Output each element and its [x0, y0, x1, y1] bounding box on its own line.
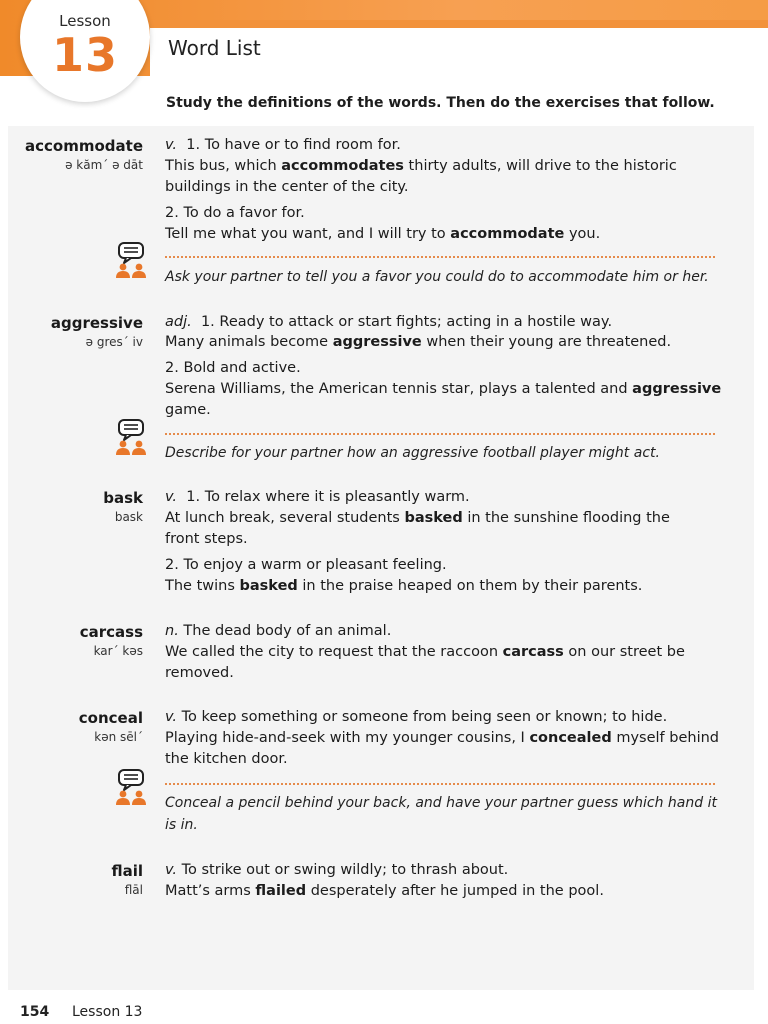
- partner-talk-icon: [112, 241, 150, 279]
- part-of-speech: v.: [165, 489, 178, 505]
- lesson-number: 13: [51, 28, 118, 82]
- definition-text: To strike out or swing wildly; to thrash about.: [181, 862, 509, 878]
- definition-1: [165, 707, 740, 728]
- speech-bubble-icon: [119, 243, 143, 263]
- definition-text: Ready to attack or start fights; acting in a hostile way.: [219, 314, 613, 330]
- example-text: myself behind: [611, 730, 720, 746]
- definition-1: [165, 860, 740, 881]
- sense-number: 1.: [186, 137, 201, 153]
- example-text: in the praise heaped on them by their parents.: [297, 578, 643, 594]
- definition-2: 2. To do a favor for.: [165, 205, 305, 221]
- partners-icon: [116, 791, 146, 805]
- sense-number: 1.: [186, 489, 201, 505]
- partner-prompt: Describe for your partner how an aggressive football player might act.: [165, 445, 660, 461]
- dotted-divider: [165, 783, 715, 785]
- example-text: thirty adults, will drive to the historic: [403, 158, 677, 174]
- part-of-speech: v.: [165, 709, 178, 725]
- definition-1: [165, 487, 740, 508]
- example-text: At lunch break, several students: [165, 510, 405, 526]
- speech-bubble-icon: [119, 420, 143, 440]
- example-text: Serena Williams, the American tennis star, plays a talented and: [165, 381, 633, 397]
- example-text: when their young are threatened.: [421, 334, 672, 350]
- example-text: The twins: [165, 578, 240, 594]
- definition-1: [165, 621, 740, 642]
- dotted-divider: [165, 256, 715, 258]
- part-of-speech: n.: [165, 623, 179, 639]
- example-1-cont: front steps.: [165, 531, 248, 547]
- example-keyword: aggressive: [632, 381, 722, 397]
- example-text: in the sunshine flooding the: [462, 510, 670, 526]
- example-2: [165, 576, 740, 597]
- pronunciation: flāl: [124, 883, 143, 897]
- example-1: [165, 156, 740, 177]
- example-2-cont: game.: [165, 402, 211, 418]
- example-text: you.: [564, 226, 601, 242]
- page-number: 154: [20, 1004, 50, 1020]
- headword: accommodate: [25, 137, 143, 155]
- example-keyword: concealed: [529, 730, 612, 746]
- page-title: Word List: [168, 36, 261, 60]
- headword: carcass: [79, 623, 143, 641]
- definition-1: [165, 135, 740, 156]
- partner-prompt: Ask your partner to tell you a favor you could do to accommodate him or her.: [165, 269, 709, 285]
- example-1: [165, 881, 740, 902]
- example-text: desperately after he jumped in the pool.: [306, 883, 604, 899]
- sense-number: 1.: [200, 314, 215, 330]
- example-2: [165, 379, 740, 400]
- part-of-speech: v.: [165, 137, 178, 153]
- example-1: [165, 642, 740, 663]
- example-1: [165, 332, 740, 353]
- partner-talk-icon: [112, 768, 150, 806]
- definition-text: To have or to find room for.: [204, 137, 401, 153]
- headword: flail: [111, 862, 143, 880]
- header-top-strip: [150, 20, 768, 28]
- example-text: Playing hide-and-seek with my younger cousins, I: [165, 730, 530, 746]
- speech-bubble-icon: [119, 770, 143, 790]
- example-keyword: accommodates: [281, 158, 404, 174]
- example-1-cont: removed.: [165, 665, 234, 681]
- partners-icon: [116, 264, 146, 278]
- definition-text: To keep something or someone from being seen or known; to hide.: [181, 709, 668, 725]
- lesson-badge: [20, 0, 150, 102]
- example-1-cont: the kitchen door.: [165, 751, 288, 767]
- pronunciation: ə gres´ iv: [85, 335, 143, 349]
- example-keyword: basked: [404, 510, 463, 526]
- definition-2: 2. Bold and active.: [165, 360, 301, 376]
- example-text: This bus, which: [165, 158, 282, 174]
- example-keyword: carcass: [502, 644, 564, 660]
- partners-icon: [116, 441, 146, 455]
- headword: conceal: [78, 709, 143, 727]
- pronunciation: kən sēl´: [94, 730, 143, 744]
- example-keyword: basked: [239, 578, 298, 594]
- example-1: [165, 508, 740, 529]
- example-2: [165, 224, 740, 245]
- headword: bask: [103, 489, 143, 507]
- example-keyword: accommodate: [450, 226, 565, 242]
- definition-2: 2. To enjoy a warm or pleasant feeling.: [165, 557, 447, 573]
- definition-text: To relax where it is pleasantly warm.: [204, 489, 470, 505]
- example-text: Tell me what you want, and I will try to: [165, 226, 451, 242]
- example-text: on our street be: [563, 644, 685, 660]
- example-1: [165, 728, 740, 749]
- partner-talk-icon: [112, 418, 150, 456]
- part-of-speech: v.: [165, 862, 178, 878]
- example-keyword: flailed: [255, 883, 307, 899]
- example-text: Many animals become: [165, 334, 333, 350]
- example-1-cont: buildings in the center of the city.: [165, 179, 409, 195]
- headword: aggressive: [50, 314, 143, 332]
- partner-prompt-cont: is in.: [165, 817, 198, 833]
- pronunciation: bask: [114, 510, 143, 524]
- footer-lesson: Lesson 13: [72, 1004, 143, 1020]
- example-text: We called the city to request that the raccoon: [165, 644, 503, 660]
- definition-1: [165, 312, 740, 333]
- part-of-speech: adj.: [165, 314, 192, 330]
- dotted-divider: [165, 433, 715, 435]
- partner-prompt: Conceal a pencil behind your back, and have your partner guess which hand it: [165, 795, 717, 811]
- definition-text: The dead body of an animal.: [183, 623, 392, 639]
- example-keyword: aggressive: [332, 334, 422, 350]
- pronunciation: ə kăm´ ə dāt: [65, 158, 143, 172]
- pronunciation: kar´ kəs: [93, 644, 143, 658]
- lesson-label: Lesson: [59, 12, 111, 30]
- example-text: Matt’s arms: [165, 883, 256, 899]
- instructions: Study the definitions of the words. Then do the exercises that follow.: [166, 95, 715, 111]
